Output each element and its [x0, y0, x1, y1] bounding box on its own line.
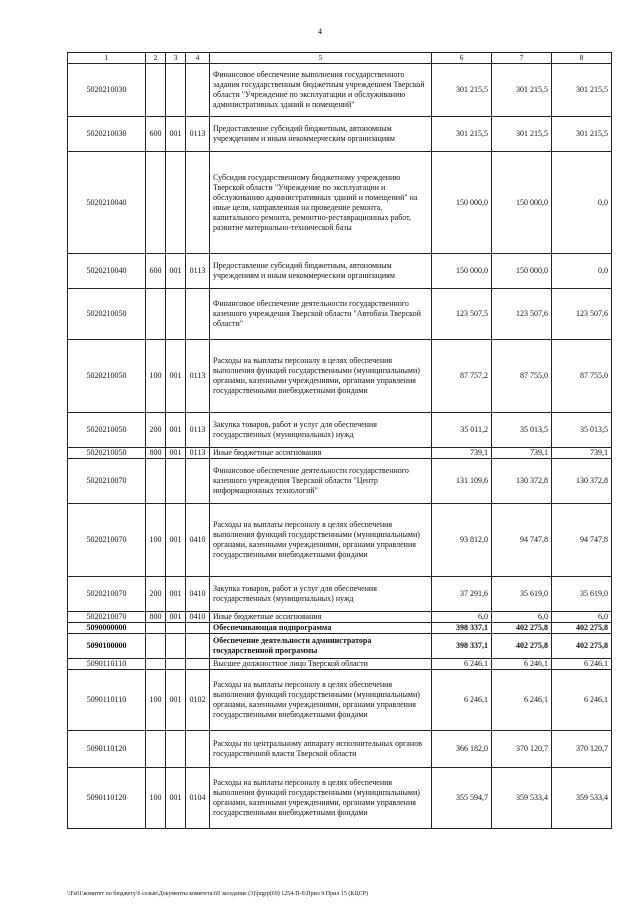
- column-header: 2: [146, 53, 166, 64]
- row-value-year3-cell: 35 013,5: [552, 413, 612, 448]
- row-code-cell: 5020210050: [68, 340, 146, 413]
- row-admin-code-cell: 001: [166, 612, 186, 623]
- row-name-cell: Закупка товаров, работ и услуг для обеспечения государственных (муниципальных) нужд: [210, 413, 432, 448]
- row-value-year1-cell: 150 000,0: [432, 152, 492, 254]
- row-expense-type-cell: [146, 731, 166, 768]
- table-header-row: [68, 53, 612, 64]
- row-admin-code-cell: [166, 64, 186, 117]
- row-expense-type-cell: 200: [146, 413, 166, 448]
- row-admin-code-cell: [166, 459, 186, 504]
- row-code-cell: 5020210070: [68, 459, 146, 504]
- row-section-cell: [186, 152, 210, 254]
- row-admin-code-cell: 001: [166, 448, 186, 459]
- table-row: [68, 577, 612, 612]
- table-row: [68, 289, 612, 340]
- table-row: [68, 612, 612, 623]
- row-value-year3-cell: 0,0: [552, 152, 612, 254]
- row-code-cell: 5020210050: [68, 413, 146, 448]
- column-header: 5: [210, 53, 432, 64]
- row-name-cell: Субсидия государственному бюджетному учреждению Тверской области "Учреждение по эксплуатации и обслуживанию административных зданий и помещений" на иные цели, направленная на проведение ремонта, капитального ремонта, ремонтно-реставрационных работ, развитие материально-технической базы: [210, 152, 432, 254]
- column-header: 3: [166, 53, 186, 64]
- row-admin-code-cell: [166, 152, 186, 254]
- row-value-year3-cell: 6 246,1: [552, 659, 612, 670]
- row-expense-type-cell: 600: [146, 117, 166, 152]
- row-name-cell: Расходы на выплаты персоналу в целях обеспечения выполнения функций государственными (муниципальными) органами, казенными учреждениями, органами управления государственными внебюджетными фондами: [210, 670, 432, 731]
- row-value-year3-cell: 739,1: [552, 448, 612, 459]
- row-expense-type-cell: 100: [146, 504, 166, 577]
- row-value-year3-cell: 123 507,6: [552, 289, 612, 340]
- table-row: [68, 459, 612, 504]
- row-value-year3-cell: 6 246,1: [552, 670, 612, 731]
- row-code-cell: 5020210040: [68, 254, 146, 289]
- row-section-cell: [186, 731, 210, 768]
- row-value-year2-cell: 370 120,7: [492, 731, 552, 768]
- row-section-cell: [186, 289, 210, 340]
- row-section-cell: 0410: [186, 612, 210, 623]
- file-path-footer: \\Fs01\комитет по бюджету\6 созыв\Документы комитета\69 заседание (3)\prgrp(69) 1254-П-6\Прил 9 Прил 15 (КЦСР): [67, 891, 369, 897]
- row-name-cell: Высшее должностное лицо Тверской области: [210, 659, 432, 670]
- row-value-year2-cell: 150 000,0: [492, 254, 552, 289]
- row-expense-type-cell: 100: [146, 340, 166, 413]
- row-admin-code-cell: [166, 634, 186, 659]
- row-expense-type-cell: [146, 64, 166, 117]
- row-value-year1-cell: 739,1: [432, 448, 492, 459]
- row-value-year1-cell: 301 215,5: [432, 117, 492, 152]
- row-code-cell: 5020210030: [68, 117, 146, 152]
- row-value-year3-cell: 370 120,7: [552, 731, 612, 768]
- row-code-cell: 5020210070: [68, 504, 146, 577]
- row-section-cell: 0113: [186, 117, 210, 152]
- table-row: [68, 670, 612, 731]
- row-expense-type-cell: [146, 659, 166, 670]
- row-code-cell: 5090100000: [68, 634, 146, 659]
- row-admin-code-cell: 001: [166, 504, 186, 577]
- row-value-year2-cell: 739,1: [492, 448, 552, 459]
- row-value-year1-cell: 150 000,0: [432, 254, 492, 289]
- row-name-cell: Иные бюджетные ассигнования: [210, 612, 432, 623]
- row-name-cell: Расходы на выплаты персоналу в целях обеспечения выполнения функций государственными (муниципальными) органами, казенными учреждениями, органами управления государственными внебюджетными фондами: [210, 768, 432, 829]
- row-code-cell: 5090110120: [68, 768, 146, 829]
- row-value-year3-cell: 6,0: [552, 612, 612, 623]
- table-row: [68, 340, 612, 413]
- row-value-year3-cell: 0,0: [552, 254, 612, 289]
- row-value-year3-cell: 35 619,0: [552, 577, 612, 612]
- row-value-year1-cell: 398 337,1: [432, 634, 492, 659]
- column-header: 4: [186, 53, 210, 64]
- row-value-year3-cell: 130 372,8: [552, 459, 612, 504]
- row-value-year2-cell: 6,0: [492, 612, 552, 623]
- row-admin-code-cell: [166, 659, 186, 670]
- table-row: [68, 504, 612, 577]
- row-name-cell: Обеспечивающая подпрограмма: [210, 623, 432, 634]
- column-header: 8: [552, 53, 612, 64]
- row-value-year1-cell: 355 594,7: [432, 768, 492, 829]
- row-value-year2-cell: 402 275,8: [492, 623, 552, 634]
- row-value-year1-cell: 87 757,2: [432, 340, 492, 413]
- row-value-year2-cell: 94 747,8: [492, 504, 552, 577]
- row-expense-type-cell: [146, 459, 166, 504]
- row-admin-code-cell: [166, 623, 186, 634]
- row-admin-code-cell: 001: [166, 577, 186, 612]
- row-expense-type-cell: 100: [146, 670, 166, 731]
- row-value-year1-cell: 37 291,6: [432, 577, 492, 612]
- row-name-cell: Предоставление субсидий бюджетным, автономным учреждениям и иным некоммерческим организациям: [210, 254, 432, 289]
- row-section-cell: 0113: [186, 254, 210, 289]
- row-code-cell: 5020210050: [68, 448, 146, 459]
- row-section-cell: 0104: [186, 768, 210, 829]
- row-value-year2-cell: 35 013,5: [492, 413, 552, 448]
- row-value-year1-cell: 6 246,1: [432, 670, 492, 731]
- row-value-year1-cell: 131 109,6: [432, 459, 492, 504]
- row-name-cell: Финансовое обеспечение деятельности государственного казенного учреждения Тверской области "Центр информационных технологий": [210, 459, 432, 504]
- row-value-year3-cell: 94 747,8: [552, 504, 612, 577]
- row-section-cell: 0410: [186, 504, 210, 577]
- row-value-year3-cell: 359 533,4: [552, 768, 612, 829]
- table-row: [68, 623, 612, 634]
- row-name-cell: Расходы на выплаты персоналу в целях обеспечения выполнения функций государственными (муниципальными) органами, казенными учреждениями, органами управления государственными внебюджетными фондами: [210, 504, 432, 577]
- row-code-cell: 5090110110: [68, 670, 146, 731]
- row-value-year2-cell: 359 533,4: [492, 768, 552, 829]
- row-section-cell: 0113: [186, 413, 210, 448]
- row-value-year2-cell: 35 619,0: [492, 577, 552, 612]
- row-admin-code-cell: 001: [166, 340, 186, 413]
- row-name-cell: Финансовое обеспечение выполнения государственного задания государственным бюджетным учреждением Тверской области "Учреждение по эксплуатации и обслуживанию административных зданий и помещений": [210, 64, 432, 117]
- row-name-cell: Финансовое обеспечение деятельности государственного казенного учреждения Тверской области "Автобаза Тверской области": [210, 289, 432, 340]
- row-name-cell: Предоставление субсидий бюджетным, автономным учреждениям и иным некоммерческим организациям: [210, 117, 432, 152]
- row-value-year2-cell: 6 246,1: [492, 659, 552, 670]
- row-expense-type-cell: 200: [146, 577, 166, 612]
- row-section-cell: 0102: [186, 670, 210, 731]
- row-section-cell: [186, 634, 210, 659]
- column-header: 7: [492, 53, 552, 64]
- row-value-year3-cell: 301 215,5: [552, 64, 612, 117]
- row-value-year2-cell: 402 275,8: [492, 634, 552, 659]
- row-expense-type-cell: [146, 623, 166, 634]
- row-section-cell: [186, 459, 210, 504]
- row-value-year1-cell: 123 507,5: [432, 289, 492, 340]
- table-row: [68, 254, 612, 289]
- row-value-year2-cell: 301 215,5: [492, 64, 552, 117]
- row-value-year2-cell: 130 372,8: [492, 459, 552, 504]
- row-code-cell: 5090000000: [68, 623, 146, 634]
- row-value-year3-cell: 301 215,5: [552, 117, 612, 152]
- budget-table: [67, 52, 612, 829]
- row-value-year1-cell: 35 011,2: [432, 413, 492, 448]
- row-name-cell: Закупка товаров, работ и услуг для обеспечения государственных (муниципальных) нужд: [210, 577, 432, 612]
- row-code-cell: 5020210070: [68, 577, 146, 612]
- row-expense-type-cell: [146, 289, 166, 340]
- row-admin-code-cell: 001: [166, 413, 186, 448]
- row-admin-code-cell: 001: [166, 254, 186, 289]
- table-row: [68, 731, 612, 768]
- row-value-year1-cell: 398 337,1: [432, 623, 492, 634]
- row-value-year1-cell: 6,0: [432, 612, 492, 623]
- row-name-cell: Расходы по центральному аппарату исполнительных органов государственной власти Тверской области: [210, 731, 432, 768]
- row-code-cell: 5020210030: [68, 64, 146, 117]
- row-value-year1-cell: 366 182,0: [432, 731, 492, 768]
- page-number: 4: [318, 27, 322, 36]
- column-header: 6: [432, 53, 492, 64]
- row-section-cell: [186, 64, 210, 117]
- row-code-cell: 5020210050: [68, 289, 146, 340]
- row-value-year2-cell: 6 246,1: [492, 670, 552, 731]
- row-name-cell: Расходы на выплаты персоналу в целях обеспечения выполнения функций государственными (муниципальными) органами, казенными учреждениями, органами управления государственными внебюджетными фондами: [210, 340, 432, 413]
- row-name-cell: Обеспечение деятельности администратора государственной программы: [210, 634, 432, 659]
- row-value-year3-cell: 402 275,8: [552, 634, 612, 659]
- table-row: [68, 768, 612, 829]
- column-header: 1: [68, 53, 146, 64]
- table-row: [68, 634, 612, 659]
- row-admin-code-cell: [166, 731, 186, 768]
- row-value-year2-cell: 123 507,6: [492, 289, 552, 340]
- row-expense-type-cell: [146, 152, 166, 254]
- row-value-year2-cell: 301 215,5: [492, 117, 552, 152]
- table-row: [68, 413, 612, 448]
- row-admin-code-cell: 001: [166, 768, 186, 829]
- row-section-cell: [186, 659, 210, 670]
- table-row: [68, 117, 612, 152]
- table-row: [68, 64, 612, 117]
- row-expense-type-cell: 800: [146, 448, 166, 459]
- row-value-year2-cell: 87 755,0: [492, 340, 552, 413]
- row-section-cell: 0410: [186, 577, 210, 612]
- row-value-year1-cell: 301 215,5: [432, 64, 492, 117]
- row-admin-code-cell: [166, 289, 186, 340]
- row-name-cell: Иные бюджетные ассигнования: [210, 448, 432, 459]
- row-admin-code-cell: 001: [166, 670, 186, 731]
- row-admin-code-cell: 001: [166, 117, 186, 152]
- row-expense-type-cell: 800: [146, 612, 166, 623]
- row-section-cell: [186, 623, 210, 634]
- row-code-cell: 5090110120: [68, 731, 146, 768]
- row-expense-type-cell: 100: [146, 768, 166, 829]
- table-row: [68, 448, 612, 459]
- row-section-cell: 0113: [186, 448, 210, 459]
- row-value-year1-cell: 6 246,1: [432, 659, 492, 670]
- row-value-year3-cell: 402 275,8: [552, 623, 612, 634]
- row-value-year1-cell: 93 812,0: [432, 504, 492, 577]
- table-row: [68, 659, 612, 670]
- row-value-year3-cell: 87 755,0: [552, 340, 612, 413]
- row-code-cell: 5020210070: [68, 612, 146, 623]
- row-section-cell: 0113: [186, 340, 210, 413]
- row-code-cell: 5020210040: [68, 152, 146, 254]
- row-expense-type-cell: 600: [146, 254, 166, 289]
- row-code-cell: 5090110110: [68, 659, 146, 670]
- table-row: [68, 152, 612, 254]
- row-expense-type-cell: [146, 634, 166, 659]
- row-value-year2-cell: 150 000,0: [492, 152, 552, 254]
